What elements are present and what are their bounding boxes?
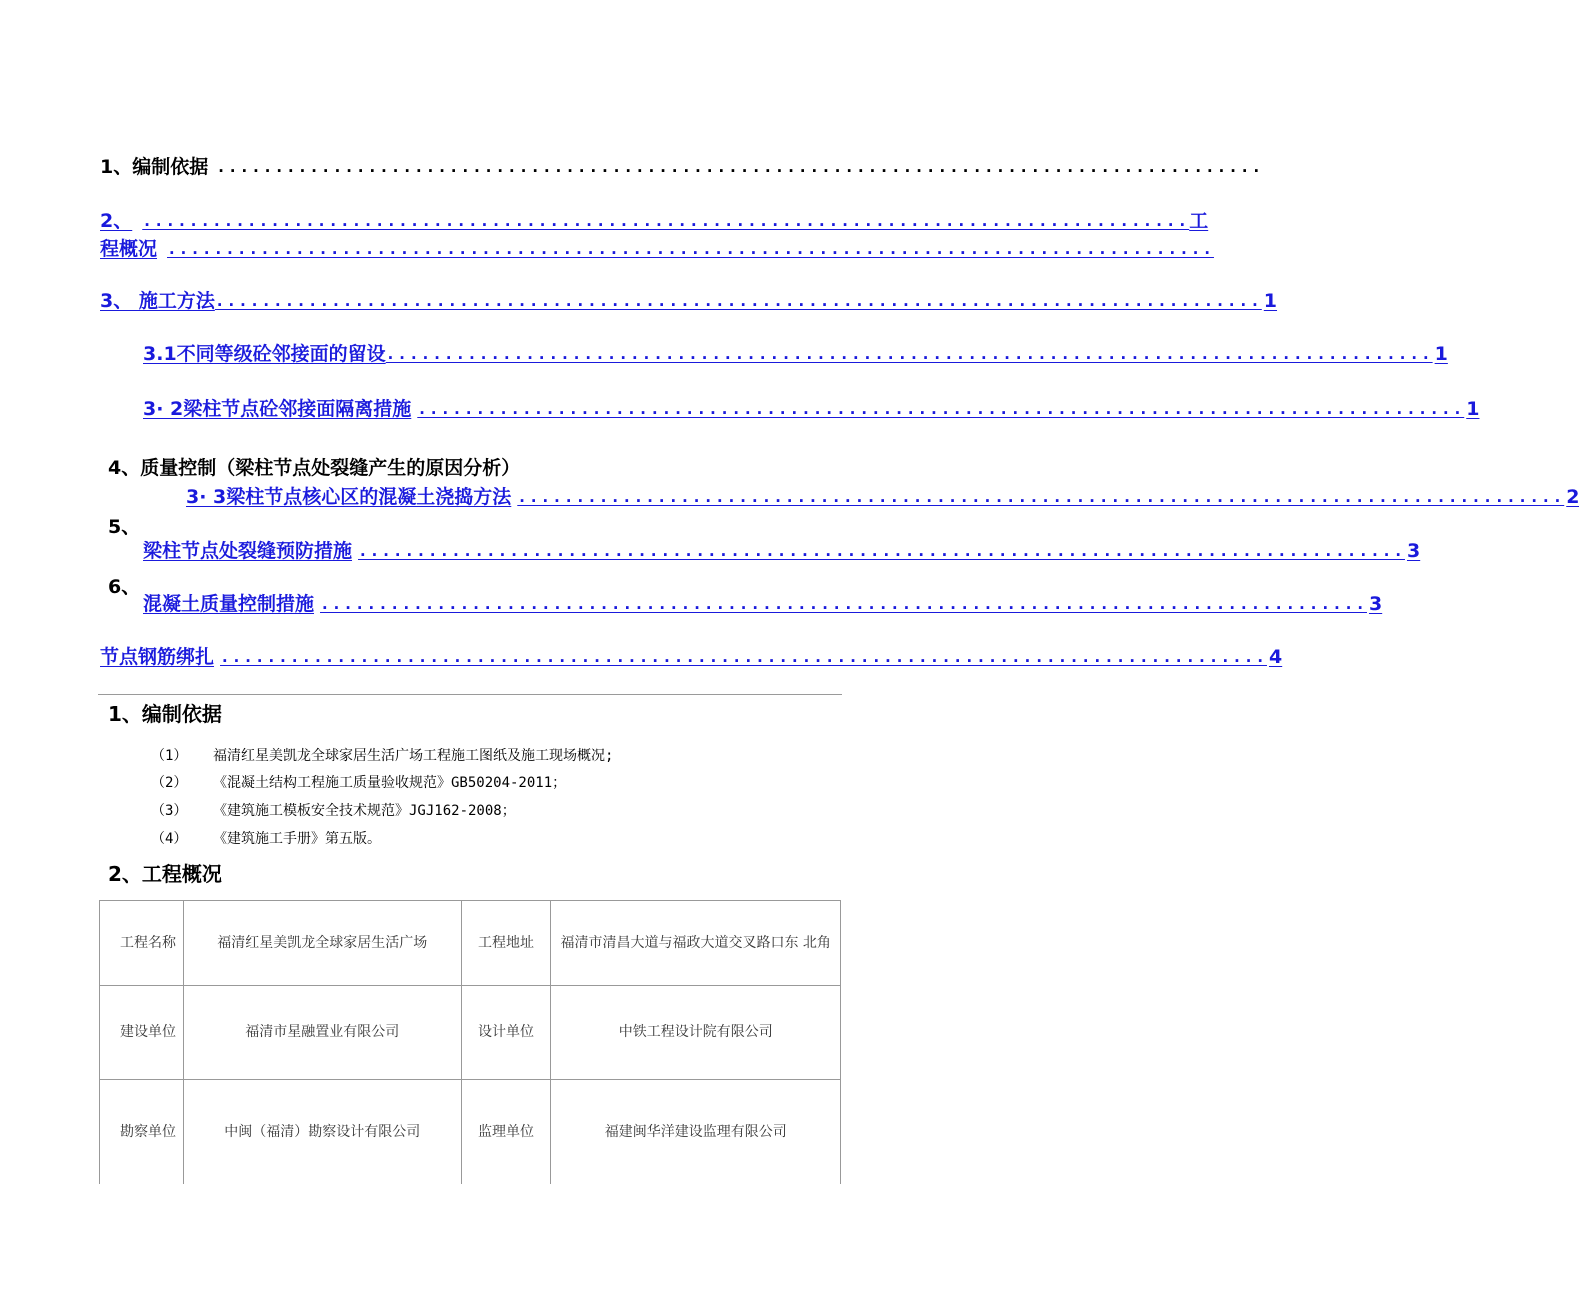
toc-item-6[interactable] (143, 593, 1383, 615)
section-2-title: 2、工程概况 (108, 862, 222, 886)
toc-item-label: 节点钢筋绑扎 (100, 646, 215, 668)
table-value-cell: 中铁工程设计院有限公司 (551, 986, 841, 1080)
project-info-table (99, 900, 841, 1184)
table-row (100, 1080, 841, 1185)
reference-index: （2） (151, 775, 188, 791)
table-row (100, 986, 841, 1080)
reference-text: 《建筑施工手册》第五版。 (213, 831, 381, 847)
toc-leader-dots: .......................................................................................... (517, 487, 1565, 506)
toc-leader-dots: .......................................................................................... (142, 211, 1190, 230)
reference-item (151, 828, 381, 848)
toc-item-5-prefix (108, 516, 140, 538)
table-label-cell: 勘察单位 (100, 1080, 184, 1185)
table-label-cell: 监理单位 (461, 1080, 551, 1185)
divider (98, 694, 842, 695)
toc-leader-dots: .......................................................................................... (417, 399, 1465, 418)
toc-item-prefix: 5、 (108, 516, 141, 538)
reference-item (151, 800, 516, 820)
reference-text: 《建筑施工模板安全技术规范》JGJ162-2008； (213, 803, 516, 819)
toc-item-prefix: 2、 (100, 210, 133, 232)
toc-item-label: 程概况 (100, 238, 158, 260)
toc-item-label: 3· 2梁柱节点砼邻接面隔离措施 (143, 398, 412, 420)
toc-page-number: 3 (1406, 540, 1421, 562)
toc-page-number: 2 (1566, 486, 1579, 508)
toc-item-label: 梁柱节点处裂缝预防措施 (143, 540, 353, 562)
toc-item-3-3[interactable] (186, 486, 1579, 508)
toc-page-number: 1 (1466, 398, 1480, 420)
toc-item-label: 4、质量控制（梁柱节点处裂缝产生的原因分析） (108, 457, 521, 479)
toc-item-1[interactable] (100, 156, 1264, 178)
toc-item-label: 3· 3梁柱节点核心区的混凝土浇捣方法 (186, 486, 512, 508)
toc-item-label: 1、编制依据 (100, 156, 209, 178)
toc-item-tail: 工 (1189, 210, 1209, 232)
toc-item-prefix: 6、 (108, 576, 141, 598)
reference-index: （4） (151, 831, 188, 847)
table-label-cell: 工程地址 (461, 901, 551, 986)
toc-leader-dots: .......................................................................................... (358, 541, 1405, 560)
toc-item-3-1[interactable] (143, 343, 1448, 365)
toc-leader-dots: .......................................................................................... (220, 647, 1267, 666)
table-label-cell: 建设单位 (100, 986, 184, 1080)
toc-item-3-2[interactable] (143, 398, 1480, 420)
toc-item-5[interactable] (143, 540, 1421, 562)
toc-item-label: 3.1不同等级砼邻接面的留设 (143, 343, 386, 365)
table-value-cell: 福清红星美凯龙全球家居生活广场 (183, 901, 461, 986)
toc-item-2[interactable] (100, 210, 1209, 232)
toc-page-number: 3 (1368, 593, 1383, 615)
toc-page-number: 1 (1434, 343, 1448, 365)
toc-item-3[interactable] (100, 290, 1278, 312)
section-1-title: 1、编制依据 (108, 702, 222, 726)
toc-leader-dots: .......................................................................................... (320, 594, 1367, 613)
reference-item (151, 772, 566, 792)
table-value-cell: 福清市星融置业有限公司 (183, 986, 461, 1080)
toc-item-label: 3、 施工方法 (100, 290, 215, 312)
reference-text: 福清红星美凯龙全球家居生活广场工程施工图纸及施工现场概况; (213, 748, 614, 764)
toc-page-number: 4 (1268, 646, 1283, 668)
toc-leader-dots: .......................................................................................... (167, 239, 1214, 258)
table-value-cell: 福清市清昌大道与福政大道交叉路口东 北角 (551, 901, 841, 986)
toc-leader-dots: .......................................................................................... (214, 291, 1262, 310)
reference-index: （3） (151, 803, 188, 819)
toc-page-number: 1 (1263, 290, 1278, 312)
reference-text: 《混凝土结构工程施工质量验收规范》GB50204-2011； (213, 775, 567, 791)
toc-item-4[interactable] (108, 457, 520, 479)
table-value-cell: 福建闽华洋建设监理有限公司 (551, 1080, 841, 1185)
toc-item-2-cont[interactable] (100, 238, 1214, 260)
table-row (100, 901, 841, 986)
reference-index: （1） (151, 748, 188, 764)
reference-item (151, 745, 613, 765)
toc-leader-dots: .......................................................................................... (216, 157, 1264, 176)
toc-item-7[interactable] (100, 646, 1283, 668)
toc-item-label: 混凝土质量控制措施 (143, 593, 315, 615)
toc-item-6-prefix (108, 576, 140, 598)
table-label-cell: 设计单位 (461, 986, 551, 1080)
table-value-cell: 中闽（福清）勘察设计有限公司 (183, 1080, 461, 1185)
toc-leader-dots: .......................................................................................... (385, 344, 1433, 363)
table-label-cell: 工程名称 (100, 901, 184, 986)
